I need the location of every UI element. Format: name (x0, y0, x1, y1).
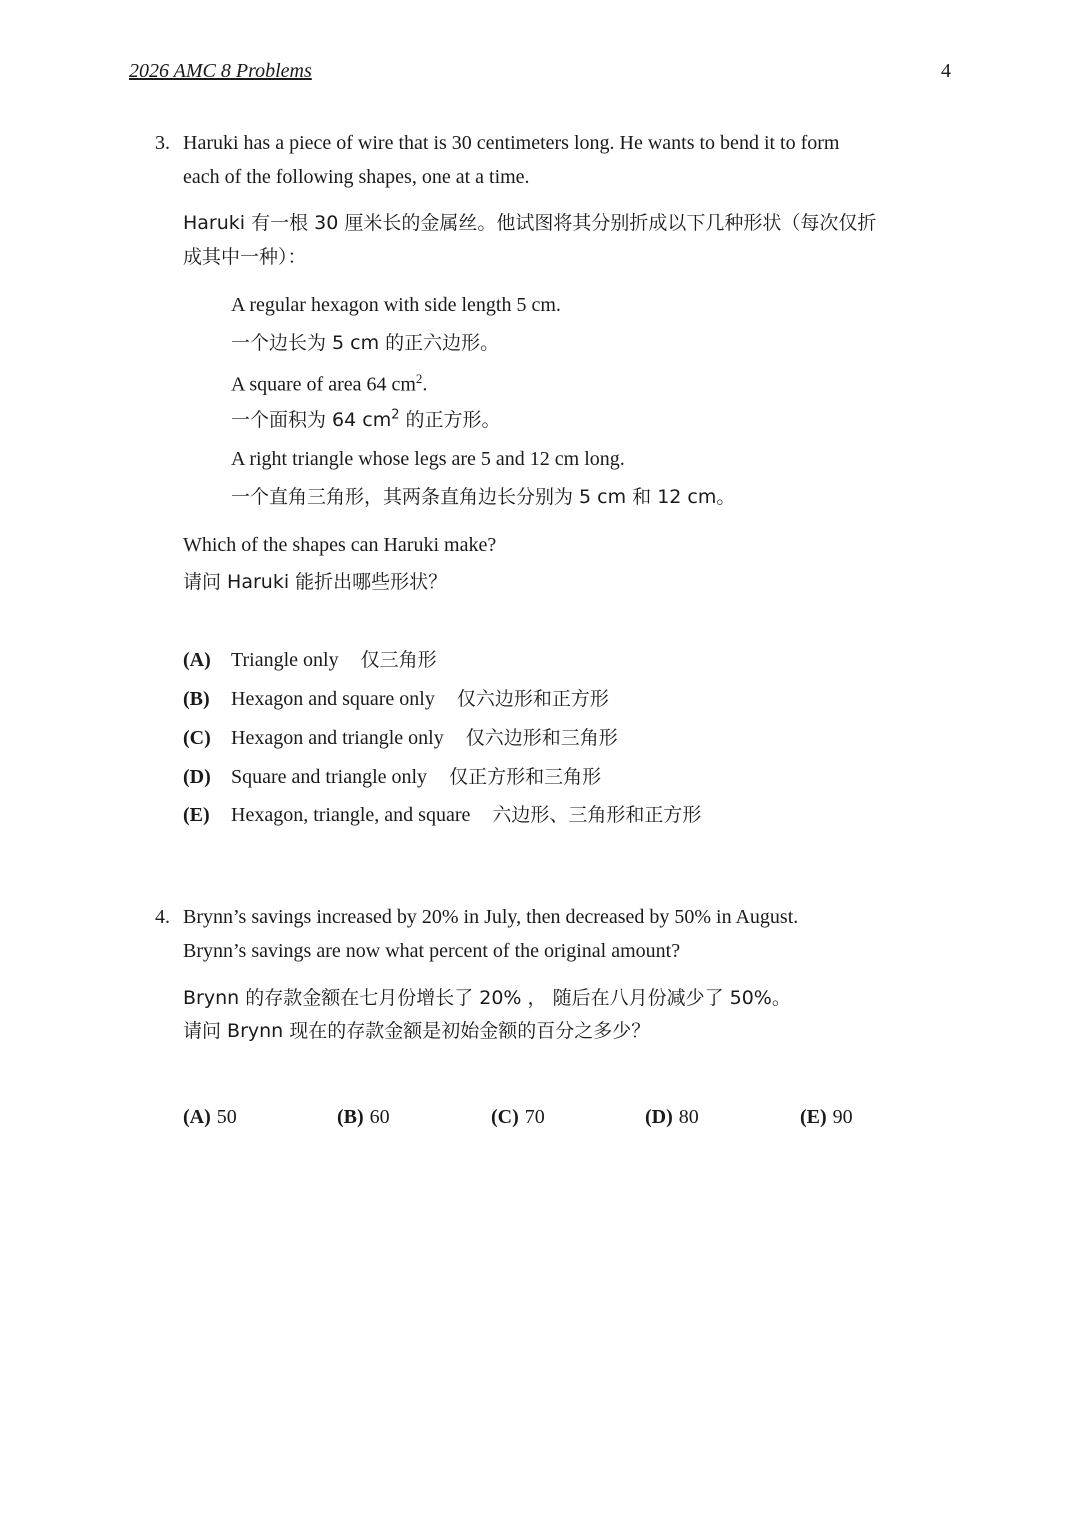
problem-4-option-e[interactable] (800, 1106, 853, 1129)
option-text-en: Hexagon and triangle only (231, 727, 444, 749)
option-value: 80 (678, 1106, 699, 1128)
problem-4-text-en-2: Brynn’s savings are now what percent of the original amount? (183, 940, 681, 962)
option-letter: (A) (183, 649, 211, 671)
problem-3-option-a[interactable] (183, 645, 437, 672)
problem-3-text-en-1: Haruki has a piece of wire that is 30 centimeters long. He wants to bend it to form (183, 132, 840, 154)
option-text-cn: 仅六边形和正方形 (456, 688, 609, 710)
option-text-en: Hexagon, triangle, and square (231, 804, 471, 826)
option-text-cn: 仅三角形 (360, 649, 437, 671)
problem-3-text-cn-1: Haruki 有一根 30 厘米长的金属丝。他试图将其分别折成以下几种形状（每次仅折 (183, 212, 877, 234)
problem-4-option-d[interactable] (645, 1106, 699, 1129)
option-text-cn: 仅正方形和三角形 (449, 766, 602, 788)
shape-hexagon-en: A regular hexagon with side length 5 cm. (231, 294, 561, 316)
problem-4-option-a[interactable] (183, 1106, 237, 1129)
shape-square-cn-exponent: 2 (391, 407, 400, 423)
option-text-cn: 仅六边形和三角形 (465, 727, 618, 749)
problem-3-option-b[interactable] (183, 684, 609, 711)
problem-4-text-en-1: Brynn’s savings increased by 20% in July, then decreased by 50% in August. (183, 906, 799, 928)
shape-square-cn-text: 一个面积为 64 cm (231, 409, 392, 431)
shape-square-cn (231, 405, 501, 432)
problem-4-text-cn-2: 请问 Brynn 现在的存款金额是初始金额的百分之多少？ (183, 1020, 651, 1042)
option-value: 90 (832, 1106, 853, 1128)
page-number: 4 (941, 60, 951, 82)
option-letter: (A) (183, 1106, 211, 1128)
shape-triangle-en: A right triangle whose legs are 5 and 12 cm long. (231, 448, 625, 470)
option-text-cn: 六边形、三角形和正方形 (492, 804, 702, 826)
shape-square-en (231, 371, 427, 397)
problem-3-option-e[interactable] (183, 800, 701, 827)
option-text-en: Hexagon and square only (231, 688, 435, 710)
option-value: 60 (369, 1106, 390, 1128)
option-letter: (E) (800, 1106, 827, 1128)
problem-3-number: 3. (155, 132, 170, 154)
problem-4-option-c[interactable] (491, 1106, 545, 1129)
shape-hexagon-cn: 一个边长为 5 cm 的正六边形。 (231, 332, 500, 354)
problem-3-question-en: Which of the shapes can Haruki make? (183, 534, 497, 556)
problem-4-option-b[interactable] (337, 1106, 390, 1129)
option-letter: (B) (337, 1106, 364, 1128)
problem-3-text-cn-2: 成其中一种）： (183, 246, 307, 268)
option-letter: (C) (491, 1106, 519, 1128)
shape-square-en-text: A square of area 64 cm (231, 373, 416, 396)
shape-square-cn-suffix: 的正方形。 (399, 409, 501, 431)
option-letter: (C) (183, 727, 211, 749)
option-value: 50 (216, 1106, 237, 1128)
shape-square-en-exponent: 2 (415, 371, 423, 386)
problem-3-option-d[interactable] (183, 762, 601, 789)
problem-4-text-cn-1: Brynn 的存款金额在七月份增长了 20% ， 随后在八月份减少了 50%。 (183, 987, 791, 1009)
page-header-title: 2026 AMC 8 Problems (129, 60, 312, 82)
option-value: 70 (524, 1106, 545, 1128)
problem-3-option-c[interactable] (183, 723, 618, 750)
option-letter: (E) (183, 804, 210, 826)
problem-3-question-cn: 请问 Haruki 能折出哪些形状？ (183, 571, 448, 593)
option-text-en: Square and triangle only (231, 766, 428, 788)
problem-4-number: 4. (155, 906, 170, 928)
shape-triangle-cn: 一个直角三角形，其两条直角边长分别为 5 cm 和 12 cm。 (231, 486, 736, 508)
shape-square-en-period: . (422, 373, 428, 396)
option-letter: (D) (645, 1106, 673, 1128)
problem-3-text-en-2: each of the following shapes, one at a time. (183, 166, 530, 188)
option-text-en: Triangle only (231, 649, 339, 671)
option-letter: (D) (183, 766, 211, 788)
option-letter: (B) (183, 688, 210, 710)
